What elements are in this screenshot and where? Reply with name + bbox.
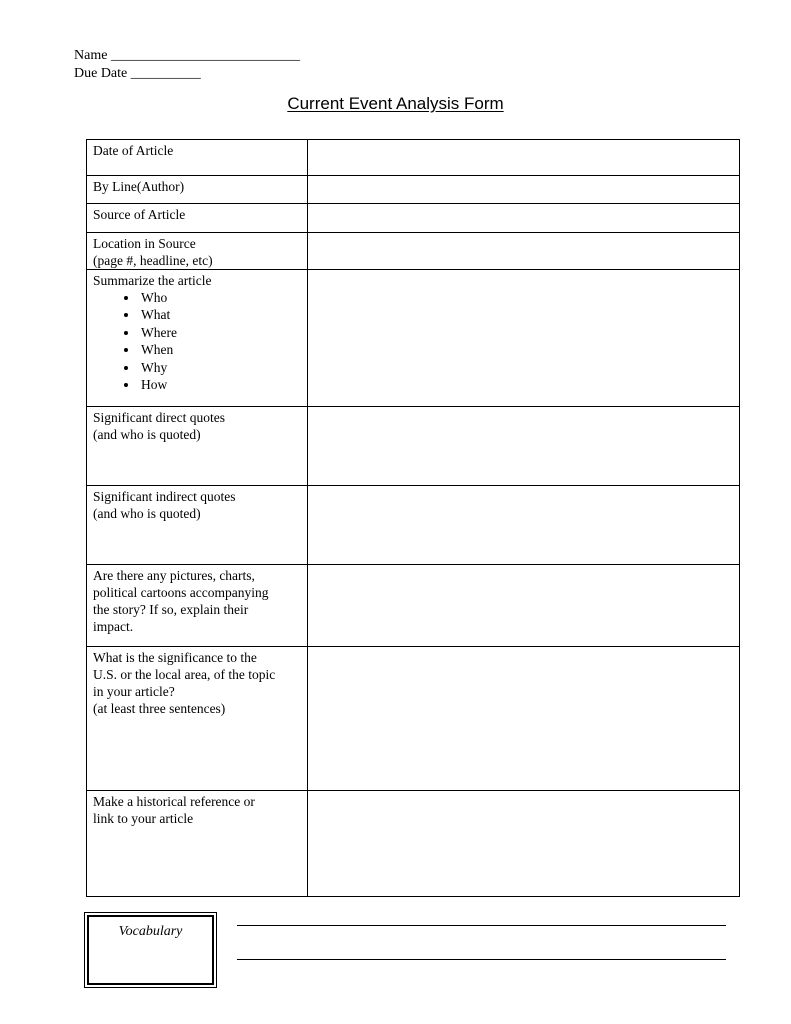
list-item: • Where: [139, 324, 301, 341]
name-field[interactable]: ___________________________: [110, 48, 300, 63]
label-text: (and who is quoted): [93, 427, 201, 442]
label-text: Are there any pictures, charts,: [93, 568, 255, 583]
table-row: [87, 647, 740, 791]
table-row: [87, 204, 740, 233]
label-text: U.S. or the local area, of the topic: [93, 667, 276, 682]
table-row: [87, 791, 740, 897]
label-text: Summarize the article: [93, 273, 212, 288]
row-label: [87, 176, 308, 204]
label-text: Location in Source: [93, 236, 196, 251]
row-label: [87, 233, 308, 270]
label-text: link to your article: [93, 811, 194, 826]
direct-quotes-answer[interactable]: [308, 407, 740, 486]
list-item: • Why: [139, 359, 301, 376]
label-text: Significant indirect quotes: [93, 489, 236, 504]
label-text: (at least three sentences): [93, 701, 226, 716]
row-label: [87, 486, 308, 565]
row-label: [87, 565, 308, 647]
date-of-article-answer[interactable]: [308, 140, 740, 176]
due-date-field[interactable]: __________: [130, 66, 201, 81]
list-item: • Who: [139, 289, 301, 306]
table-row: [87, 140, 740, 176]
vocabulary-line-2[interactable]: [237, 959, 726, 960]
row-label: [87, 140, 308, 176]
label-text: impact.: [93, 619, 134, 634]
vocabulary-label: Vocabulary: [87, 915, 214, 985]
analysis-form-table: [86, 139, 740, 897]
row-label: [87, 204, 308, 233]
location-answer[interactable]: [308, 233, 740, 270]
label-text: in your article?: [93, 684, 175, 699]
by-line-answer[interactable]: [308, 176, 740, 204]
indirect-quotes-answer[interactable]: [308, 486, 740, 565]
label-text: Date of Article: [93, 143, 174, 158]
table-row: [87, 270, 740, 407]
visuals-answer[interactable]: [308, 565, 740, 647]
table-row: [87, 565, 740, 647]
summary-answer[interactable]: [308, 270, 740, 407]
table-row: [87, 486, 740, 565]
label-text: What is the significance to the: [93, 650, 257, 665]
row-label: [87, 270, 308, 407]
table-row: [87, 176, 740, 204]
label-text: Source of Article: [93, 207, 186, 222]
row-label: [87, 647, 308, 791]
label-text: By Line(Author): [93, 179, 185, 194]
source-answer[interactable]: [308, 204, 740, 233]
label-text: the story? If so, explain their: [93, 602, 249, 617]
row-label: [87, 791, 308, 897]
name-line: [74, 47, 300, 64]
due-date-label: Due Date: [74, 66, 128, 81]
due-date-line: [74, 65, 201, 82]
page-title: Current Event Analysis Form: [287, 94, 504, 113]
vocabulary-line-1[interactable]: [237, 925, 726, 926]
summary-bullet-list: [93, 289, 301, 393]
list-item: • What: [139, 306, 301, 323]
vocabulary-box: [84, 912, 217, 988]
label-text: Significant direct quotes: [93, 410, 225, 425]
table-row: [87, 233, 740, 270]
label-text: political cartoons accompanying: [93, 585, 269, 600]
table-row: [87, 407, 740, 486]
list-item: • When: [139, 341, 301, 358]
historical-reference-answer[interactable]: [308, 791, 740, 897]
label-text: (page #, headline, etc): [93, 253, 213, 268]
row-label: [87, 407, 308, 486]
label-text: Make a historical reference or: [93, 794, 255, 809]
list-item: • How: [139, 376, 301, 393]
label-text: (and who is quoted): [93, 506, 201, 521]
significance-answer[interactable]: [308, 647, 740, 791]
name-label: Name: [74, 48, 108, 63]
